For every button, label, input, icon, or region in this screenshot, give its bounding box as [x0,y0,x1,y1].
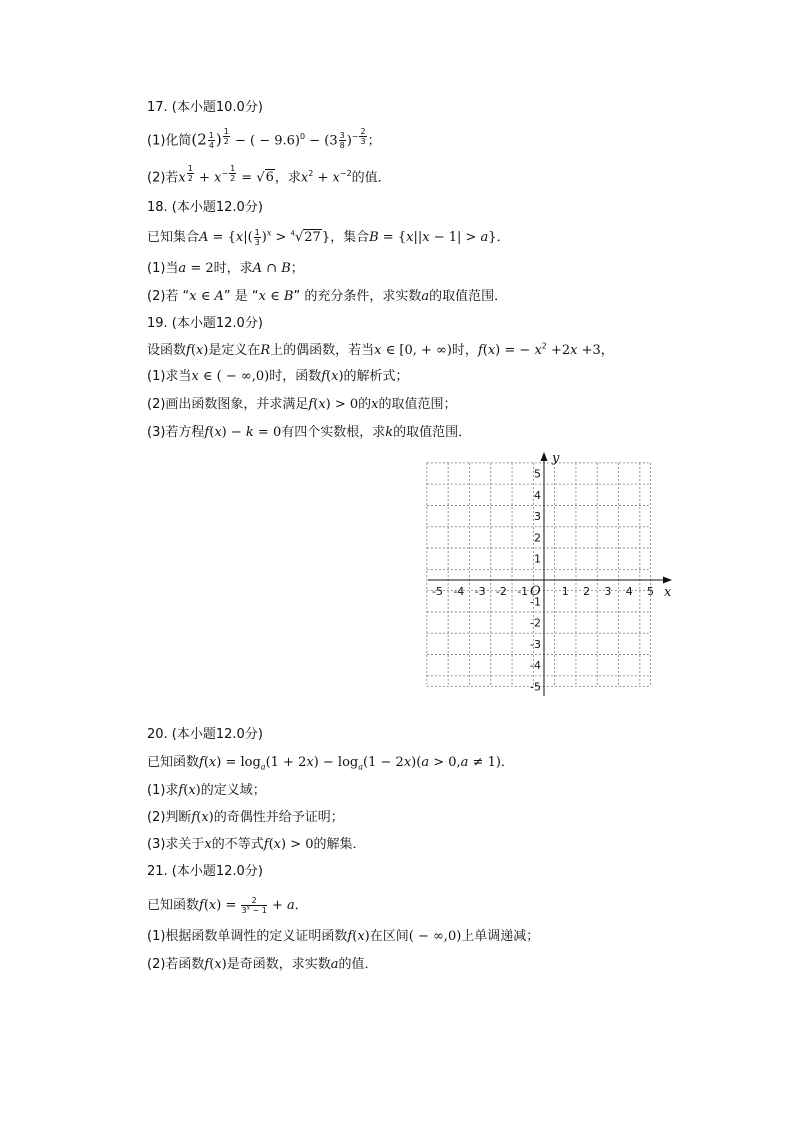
q18-text-b: ，集合 [330,230,370,245]
q19-text-d: 时， [451,343,478,358]
q21-header: 21. (本小题12.0分) [147,864,263,879]
q20-part1: (1)求f(x)的定义域； [147,783,266,798]
y-tick-label: 2 [534,531,541,545]
q19-statement: 设函数f(x)是定义在R上的偶函数，若当x ∈ [0, + ∞)时，f(x) = − $x^2 +2x +3$， [147,341,614,358]
q20-p2-a: (2)判断 [147,810,192,825]
q19-p3-a: (3)若方程 [147,425,205,440]
q19-p1-end: 的解析式； [343,369,409,384]
q17-part1-end: ； [367,133,381,149]
y-tick-label: -3 [530,637,541,651]
q21-p1-end: 上单调递减； [461,929,540,944]
q19-text-c: 上的偶函数，若当 [270,343,375,358]
q18-text-end: ． [496,230,510,245]
y-tick-label: 4 [534,488,541,502]
q20-part2: (2)判断f(x)的奇偶性并给予证明； [147,810,344,825]
x-tick-label: 1 [561,585,569,598]
y-tick-label: 5 [534,467,541,481]
q17-part2-label: (2)若 [147,170,179,186]
q21-statement: 已知函数f(x) = $\frac{2}{3^x - 1}$ + a． [147,896,308,915]
q18-p2-c: ” 的充分条件，求实数 [293,289,422,304]
q19-p3-end: 的取值范围． [393,425,472,440]
y-tick-label: -2 [530,616,541,630]
y-axis-arrow-icon [541,452,548,461]
x-tick-labels [432,585,654,598]
q20-p3-end: 的解集． [313,837,366,852]
q21-text-end: ． [294,898,308,913]
q21-p2-end: 的值． [338,957,378,972]
q21-text-a: 已知函数 [147,898,200,913]
q18-p2-end: 的取值范围． [429,289,508,304]
x-tick-label: -5 [432,585,443,598]
x-tick-label: 3 [604,585,612,598]
q21-part2: (2)若函数f(x)是奇函数，求实数a的值． [147,957,378,972]
q20-p2-end: 的奇偶性并给予证明； [213,810,344,825]
x-tick-label: 4 [625,585,633,598]
q19-p3-b: 有四个实数根，求 [281,425,386,440]
q19-p1-a: (1)求当 [147,369,192,384]
q19-part3: (3)若方程f(x) − k = 0有四个实数根，求k的取值范围． [147,425,472,440]
y-axis-label: y [552,451,560,466]
x-axis-label: x [664,585,672,600]
q18-part2: (2)若 “x ∈ A” 是 “x ∈ B” 的充分条件，求实数a的取值范围． [147,289,508,304]
y-tick-label: 3 [534,510,541,524]
q18-header: 18. (本小题12.0分) [147,200,263,215]
q18-p2-a: (2)若 “ [147,289,190,304]
x-tick-label: 5 [647,585,654,598]
origin-label: O [530,584,541,599]
q18-statement: 已知集合A = {x|( $\frac{1}{3}$ )$^x$ > $^4$√27}，集合B = {x||x − 1| > a}． [147,228,510,247]
q21-p2-a: (2)若函数 [147,957,205,972]
q18-p2-b: ” 是 “ [223,289,259,304]
q19-p2-a: (2)画出函数图象，并求满足 [147,397,309,412]
q17-part1-label: (1)化简 [147,133,192,149]
q20-p3-b: 的不等式 [211,837,264,852]
q21-p2-b: 是奇函数，求实数 [226,957,331,972]
q17-part2-end: 的值． [351,170,391,186]
q20-text-a: 已知函数 [147,755,200,770]
y-tick-label: -1 [530,595,541,609]
q18-text-a: 已知集合 [147,230,200,245]
x-axis-arrow-icon [663,577,672,584]
q21-part1: (1)根据函数单调性的定义证明函数f(x)在区间( − ∞,0)上单调递减； [147,929,540,944]
q20-text-end: ． [500,755,514,770]
q17-part2-mid: ，求 [274,170,301,186]
q19-text-a: 设函数 [147,343,187,358]
q21-p1-b: 在区间 [369,929,409,944]
q17-part1: (1)化简(2 $\frac{1}{4}$ ) $^{\frac{1}{2}}$ − ( − 9.6)$^0$ − (3 $\frac{3}{8}$ )$^{- \frac{2}{3}}$ ； [147,127,381,151]
x-tick-label: 2 [583,585,591,598]
q18-p1-b: 时，求 [213,261,253,276]
q18-p1-a: (1)当 [147,261,179,276]
q20-p3-a: (3)求关于 [147,837,205,852]
q19-part1: (1)求当x ∈ ( − ∞,0)时，函数f(x)的解析式； [147,369,409,384]
q19-part2: (2)画出函数图象，并求满足f(x) > 0的x的取值范围； [147,397,457,412]
q18-part1: (1)当a = 2时，求A ∩ B； [147,261,304,276]
q19-p2-b: 的 [358,397,372,412]
x-tick-label: -3 [474,585,486,598]
x-tick-label: -1 [517,585,529,598]
y-tick-label: 1 [534,552,541,566]
y-tick-label: -4 [530,659,541,673]
q19-p2-end: 的取值范围； [378,397,457,412]
y-tick-label: -5 [530,680,541,694]
q19-header: 19. (本小题12.0分) [147,316,263,331]
q21-p1-a: (1)根据函数单调性的定义证明函数 [147,929,348,944]
q18-p1-end: ； [290,261,304,276]
q20-statement: 已知函数$f(x) = \log_a(1 + 2x) - \log_a(1 - 2x)(a > 0,a \ne 1)$． [147,755,514,772]
q20-p1-end: 的定义域； [200,783,266,798]
q20-header: 20. (本小题12.0分) [147,727,263,742]
q19-text-b: 是定义在 [208,343,261,358]
q20-p1-a: (1)求 [147,783,179,798]
q20-part3: (3)求关于x的不等式f(x) > 0的解集． [147,837,366,852]
x-tick-label: -2 [495,585,507,598]
q17-part2: (2)若x $^{\frac{1}{2}}$ + $x^{- \frac{1}{2}}$ = √6，求$x^2 + x^{-2}$的值． [147,164,391,186]
q19-p1-b: 时，函数 [269,369,322,384]
q17-header: 17. (本小题10.0分) [147,100,263,115]
coordinate-grid [420,450,680,700]
x-tick-label: -4 [453,585,465,598]
